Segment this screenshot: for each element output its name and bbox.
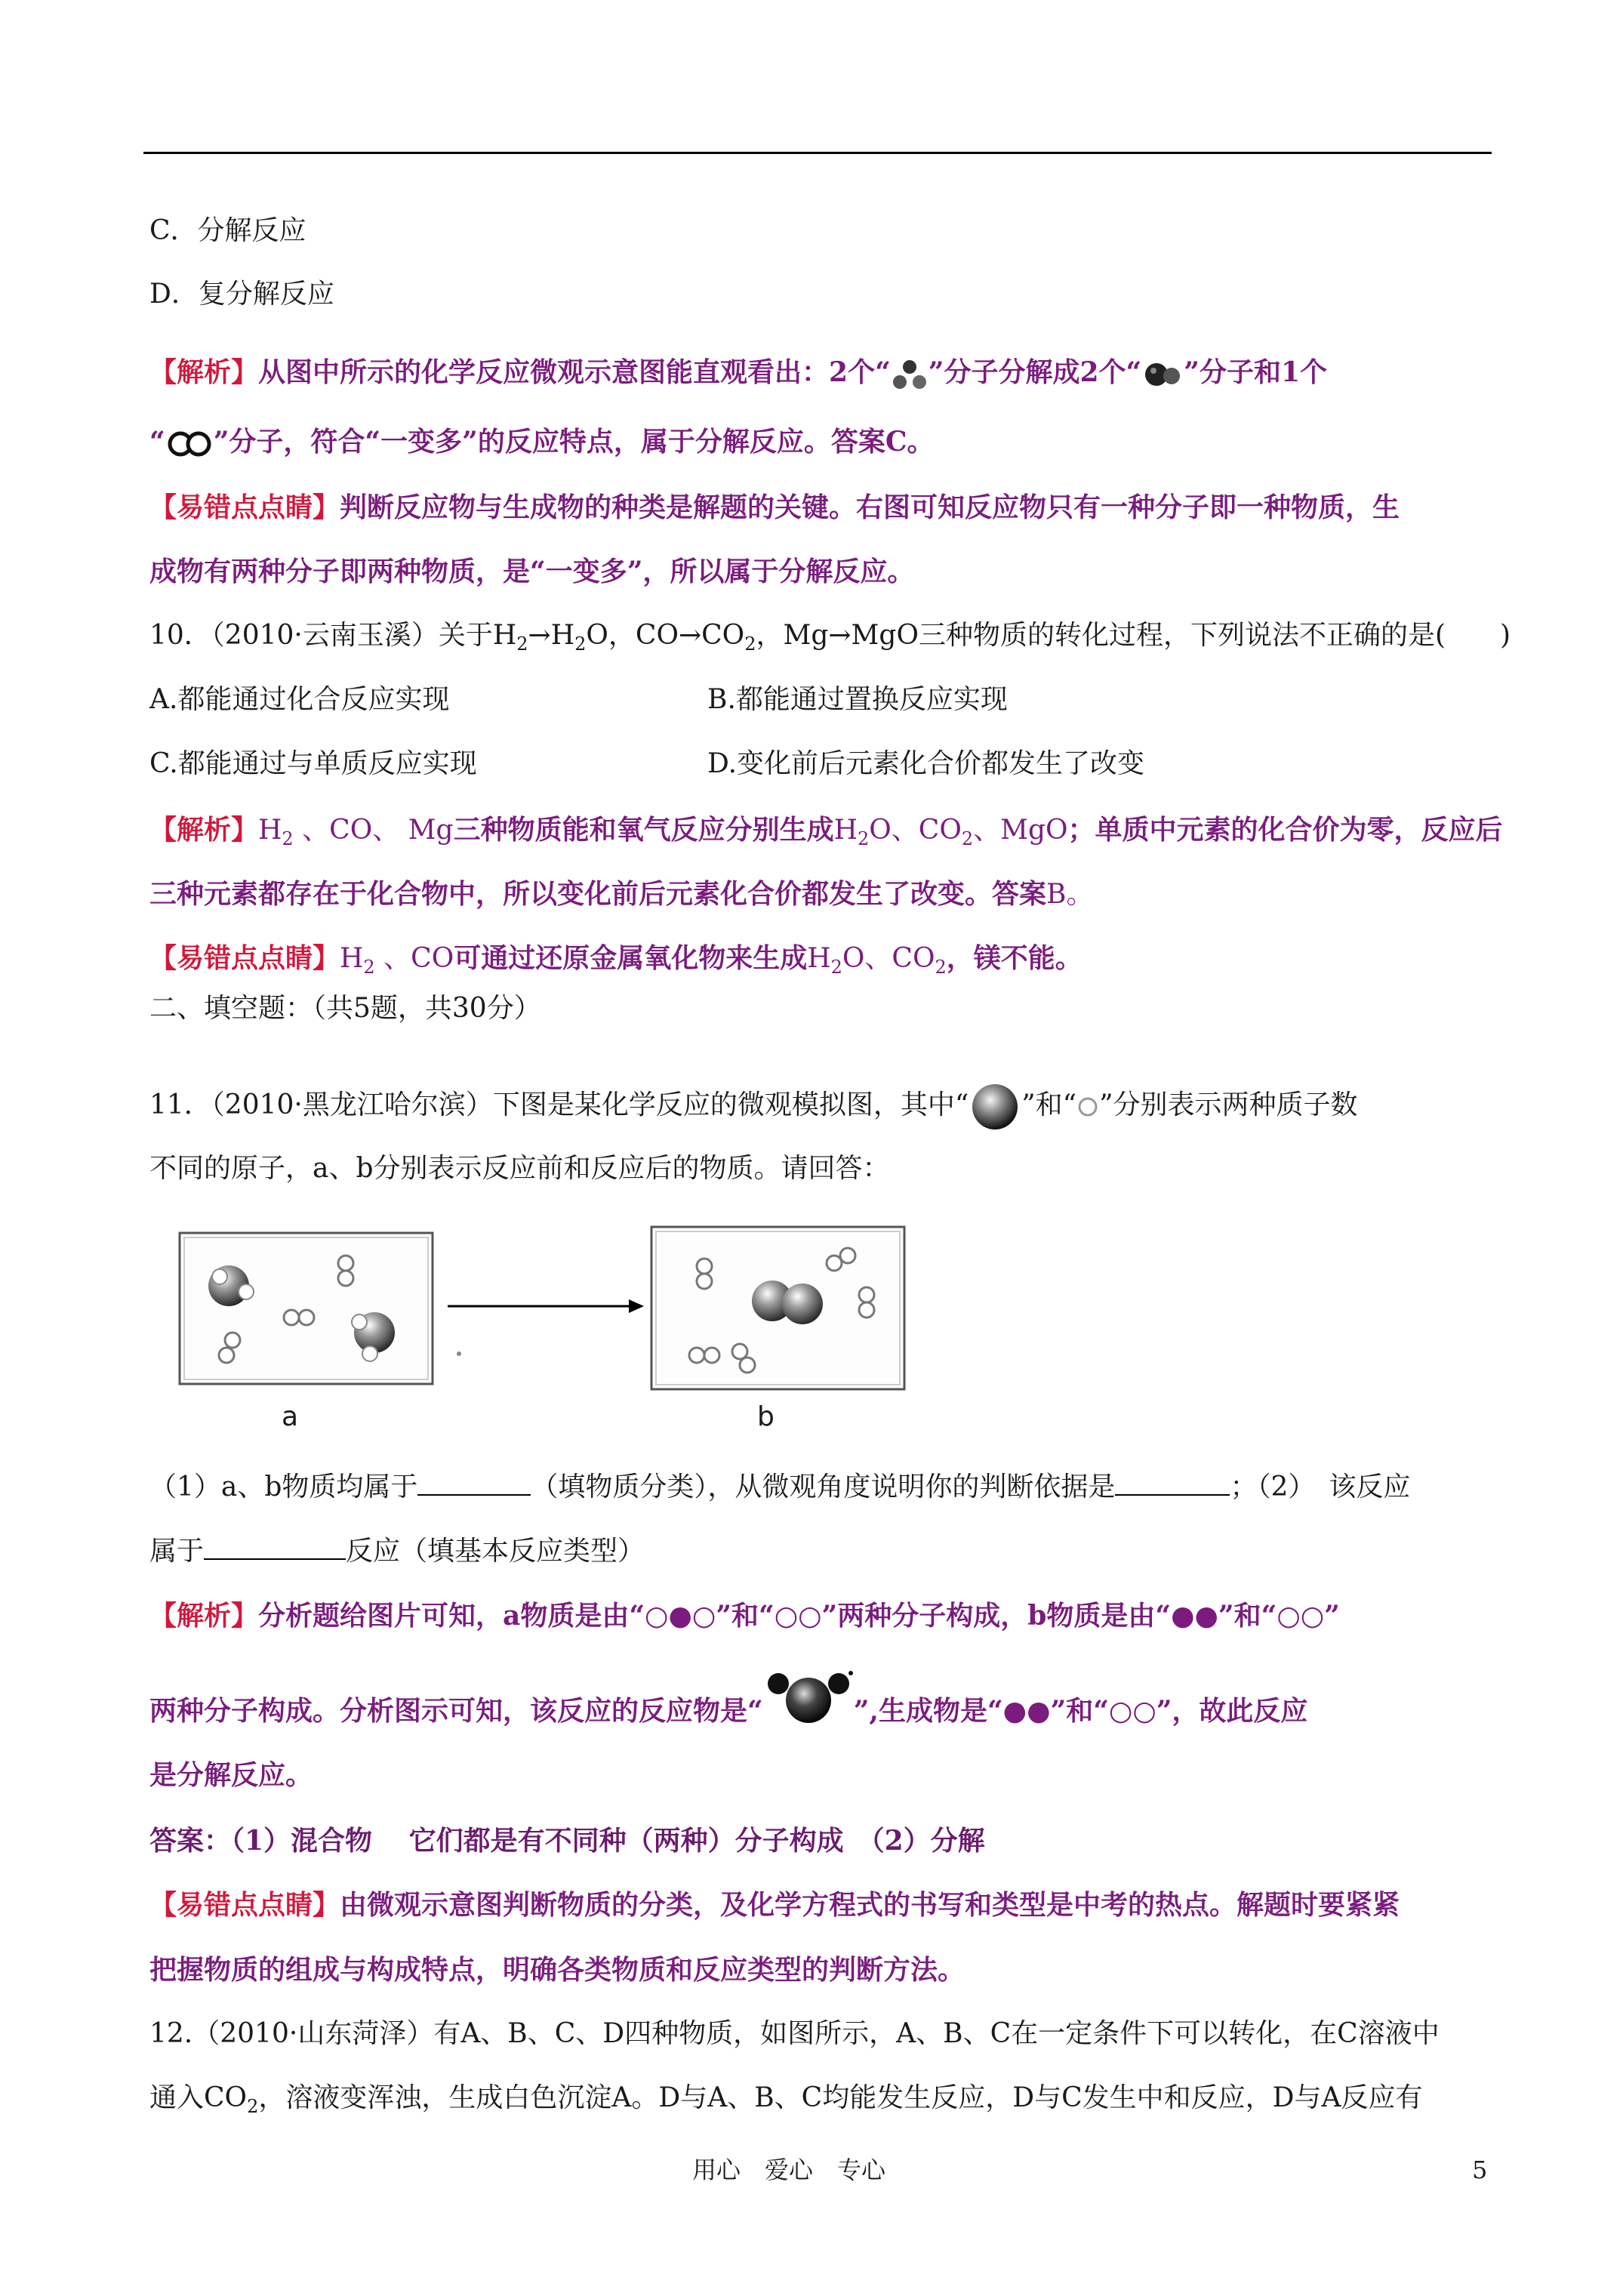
header-rule [143,152,1492,154]
box-a [180,1233,433,1384]
label-b: b [757,1401,775,1432]
blank-1[interactable] [417,1469,531,1496]
question-10-option-d: D.变化前后元素化合价都发生了改变 [707,748,1145,779]
answer-line: 答案：（1）混合物 它们都是有不同种（两种）分子构成 （2）分解 [149,1825,985,1857]
footer-motto: 用心 爱心 专心 [692,2156,886,2184]
blank-2[interactable] [1115,1469,1230,1496]
analysis-3-line-3: 是分解反应。 [149,1759,313,1791]
question-10-stem: 10．（2010·云南玉溪）关于$H_2\to H_2O$，$CO\to CO_2$，Mg→MgO三种物质的转化过程，下列说法不正确的是( ) [149,620,1511,655]
question-11-sub-line-1: （1）a、b物质均属于 （填物质分类），从微观角度说明你的判断依据是 ；（2） 该反应 [149,1469,1410,1505]
large-atom-icon [969,1082,1021,1132]
small-atom-icon [1076,1096,1099,1118]
analysis-3-line-1: 【解析】分析题给图片可知，a物质是由“○●○”和“○○”两种分子构成，b物质是由“●●”和“○○” [149,1600,1340,1632]
analysis-1-line-1: 【解析】从图中所示的化学反应微观示意图能直观看出：2个“ ”分子分解成2个“ ”分子和1个 [149,354,1327,391]
page-number: 5 [1472,2156,1488,2184]
analysis-1-line-2: “ ”分子，符合“一变多”的反应特点，属于分解反应。答案C。 [149,426,935,458]
label-a: a [282,1401,299,1432]
analysis-2-line-1: 【解析】$H_2$ 、CO、 Mg三种物质能和氧气反应分别生成$H_2O$、$CO_2$、MgO；单质中元素的化合价为零，反应后 [149,814,1503,850]
reaction-arrow-icon [448,1299,644,1313]
reactant-molecule-icon [763,1669,854,1727]
question-10-option-c: C.都能通过与单质反应实现 [149,748,477,779]
option-d: D．复分解反应 [149,279,334,310]
section-2-heading: 二、填空题：（共5题，共30分） [149,993,541,1024]
error-point-2: 【易错点点睛】$H_2$ 、CO可通过还原金属氧化物来生成$H_2O$、$CO_2$，镁不能。 [149,942,1083,978]
error-point-3-line-1: 【易错点点睛】由微观示意图判断物质的分类，及化学方程式的书写和类型是中考的热点。解题时要紧紧 [149,1889,1400,1921]
white-diatomic-molecule-icon [165,429,214,459]
triatomic-molecule-icon [891,358,929,391]
question-11-line-1: 11．（2010·黑龙江哈尔滨）下图是某化学反应的微观模拟图，其中“ ”和“ ”分别表示两种质子数 [149,1082,1358,1132]
analysis-tag: 【解析】 [149,356,259,388]
error-point-1-line-2: 成物有两种分子即两种物质，是“一变多”，所以属于分解反应。 [149,556,915,587]
question-11-line-2: 不同的原子，a、b分别表示反应前和反应后的物质。请回答： [149,1153,890,1184]
question-12-line-1: 12.（2010·山东菏泽）有A、B、C、D四种物质，如图所示，A、B、C在一定条件下可以转化，在C溶液中 [149,2018,1440,2049]
question-10-option-b: B.都能通过置换反应实现 [707,684,1008,715]
question-11-sub-line-2: 属于 反应（填基本反应类型） [149,1533,645,1570]
analysis-2-line-2: 三种元素都存在于化合物中，所以变化前后元素化合价都发生了改变。答案B。 [149,878,1094,910]
dark-diatomic-molecule-icon [1141,358,1184,391]
error-point-1-line-1: 【易错点点睛】判断反应物与生成物的种类是解题的关键。右图可知反应物只有一种分子即一种物质，生 [149,492,1400,523]
blank-3[interactable] [204,1533,346,1560]
box-b [651,1227,904,1389]
option-c: C．分解反应 [149,215,306,246]
question-10-option-a: A.都能通过化合反应实现 [149,684,450,715]
analysis-3-line-2: 两种分子构成。分析图示可知，该反应的反应物是“ ”,生成物是“●●”和“○○”，故此反应 [149,1693,1307,1730]
error-point-tag: 【易错点点睛】 [149,492,340,523]
question-12-line-2: 通入$CO_2$，溶液变浑浊，生成白色沉淀A。D与A、B、C均能发生反应，D与C发生中和反应，D与A反应有 [149,2082,1423,2118]
error-point-3-line-2: 把握物质的组成与构成特点，明确各类物质和反应类型的判断方法。 [149,1954,965,1986]
